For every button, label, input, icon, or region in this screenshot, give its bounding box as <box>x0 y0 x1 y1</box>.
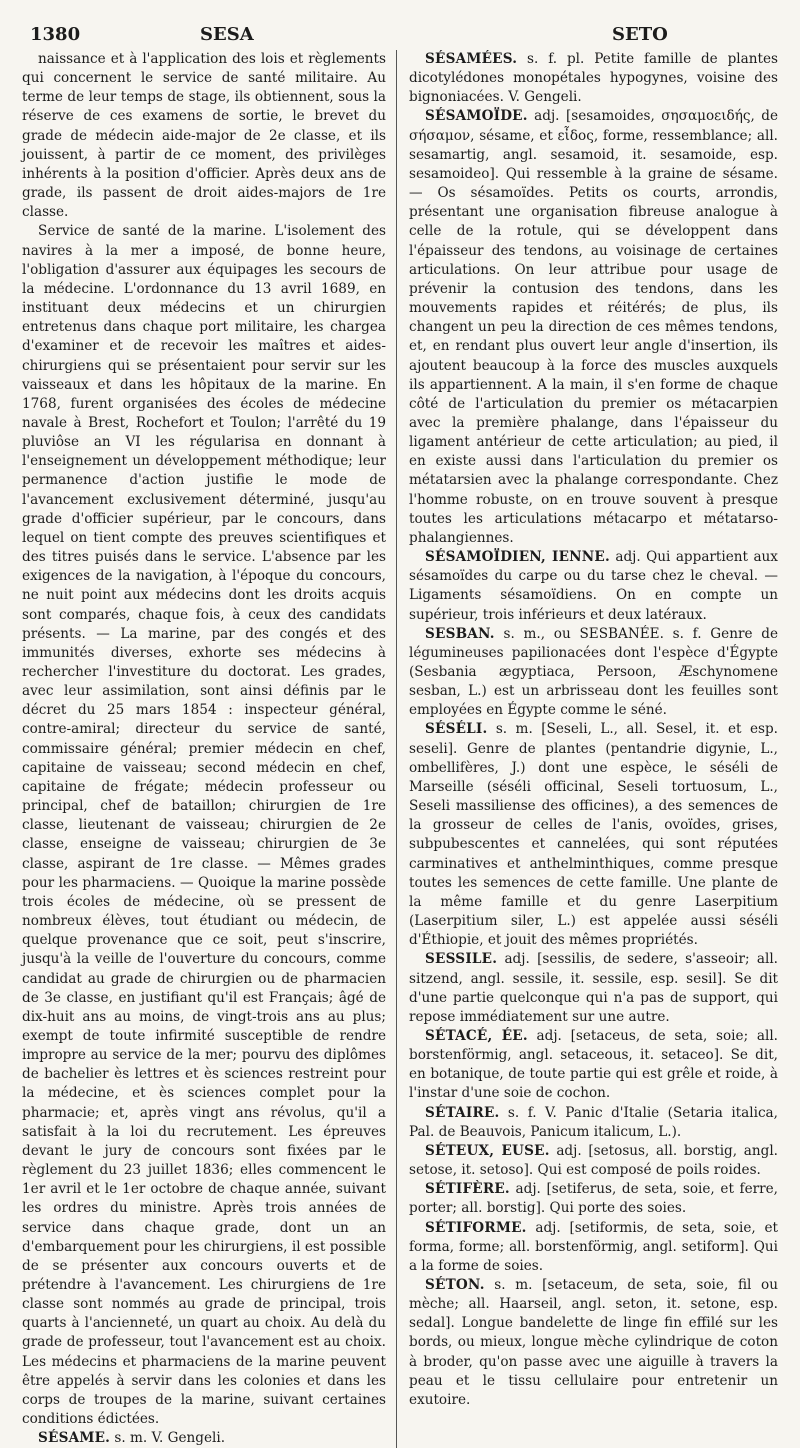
entry <box>409 1104 778 1142</box>
entry <box>409 950 778 1027</box>
entry <box>409 1027 778 1104</box>
entry-headword: SÉSAME. <box>38 1430 111 1447</box>
entry <box>409 548 778 625</box>
entry-sesame <box>22 1429 386 1448</box>
entry-headword: SESBAN. <box>425 625 495 642</box>
entry-text: s. m. [setaceum, de seta, soie, fil ou mèche; all. Haarseil, angl. seton, it. setone, esp. sedal]. Longue bandelette de linge fin effilé sur les bords, ou mieux, longue mèche cylindrique de coton à broder, qu'on passe avec une aiguille à travers la peau et le tissu cellulaire pour entretenir un exutoire. <box>409 1277 778 1408</box>
entry-headword: SÉTAIRE. <box>425 1104 500 1121</box>
paragraph: naissance et à l'application des lois et règlements qui concernent le service de santé militaire. Au terme de leur temps de stage, ils obtiennent, sous la réserve de ces examens de sortie, le brevet du grade de médecin aide-major de 2e classe, et ils jouissent, à partir de ce moment, des privilèges inhérents à la position d'officier. Après deux ans de grade, ils passent de droit aides-majors de 1re classe. <box>22 51 386 221</box>
entry-text: s. f. pl. Petite famille de plantes dicotylédones monopétales hypogynes, voisine des bignoniacées. V. Gengeli. <box>409 51 778 106</box>
paragraph: Service de santé de la marine. L'isolement des navires à la mer a imposé, de bonne heure, l'obligation d'assurer aux équipages les secours de la médecine. L'ordonnance du 13 avril 1689, en instituant deux médecins et un chirurgien entretenus dans chaque port militaire, les chargea d'examiner et de recevoir les maîtres et aides-chirurgiens qui se présentaient pour servir sur les vaisseaux et dans les hôpitaux de la marine. En 1768, furent organisées des écoles de médecine navale à Brest, Rochefort et Toulon; l'arrêté du 19 pluviôse an VI les régularisa en donnant à l'enseignement un développement méthodique; leur permanence d'action justifie le mode de l'avancement exclusivement déterminé, jusqu'au grade d'officier supérieur, par le concours, dans lequel on tient compte des preuves scientifiques et des titres puisés dans le service. L'absence par les exigences de la navigation, à l'époque du concours, ne nuit point aux médecins dont les droits acquis sont comparés, chaque fois, à ceux des candidats présents. — La marine, par des congés et des immunités diverses, exhorte ses médecins à rechercher l'investiture du doctorat. Les grades, avec leur assimilation, sont ainsi définis par le décret du 25 mars 1854 : inspecteur général, contre-amiral; directeur du service de santé, commissaire général; premier médecin en chef, capitaine de vaisseau; second médecin en chef, capitaine de frégate; médecin professeur ou principal, chef de bataillon; chirurgien de 1re classe, lieutenant de vaisseau; chirurgien de 2e classe, enseigne de vaisseau; chirurgien de 3e classe, aspirant de 1re classe. — Mêmes grades pour les pharmaciens. — Quoique la marine possède trois écoles de médecine, où se pressent de nombreux élèves, tout étudiant ou médecin, de quelque provenance que ce soit, peut s'inscrire, jusqu'à la veille de l'ouverture du concours, comme candidat au grade de chirurgien ou de pharmacien de 3e classe, en justifiant qu'il est Français; âgé de dix-huit ans au moins, de vingt-trois ans au plus; exempt de toute infirmité susceptible de rendre impropre au service de la mer; pourvu des diplômes de bachelier ès lettres et ès sciences restreint pour la médecine, et ès sciences complet pour la pharmacie; et, après vingt ans révolus, qu'il a satisfait à la loi du recrutement. Les épreuves devant le jury de concours sont fixées par le règlement du 23 juillet 1836; elles commencent le 1er avril et le 1er octobre de chaque année, suivant les ordres du ministre. Après trois années de service dans chaque grade, dont un an d'embarquement pour les chirurgiens, il est possible de se présenter aux concours ouverts et de prétendre à l'avancement. Les chirurgiens de 1re classe sont nommés au grade de principal, trois quarts à l'ancienneté, un quart au choix. Au delà du grade de professeur, tout l'avancement est au choix. Les médecins et pharmaciens de la marine peuvent être appelés à servir dans les colonies et dans les corps de troupes de la marine, suivant certaines conditions édictées. <box>22 223 386 1428</box>
entry <box>409 107 778 548</box>
entry <box>409 50 778 107</box>
entry-text: adj. [sesamoides, σησαμοειδής, de σήσαμον, sésame, et εἶδος, forme, ressemblance; all. sesamartig, angl. sesamoid, it. sesamoide, esp. sesamoideo]. Qui ressemble à la graine de sésame. — Os sésamoïdes. Petits os courts, arrondis, présentant une organisation fibreuse analogue à celle de la rotule, qui se développent dans l'épaisseur des tendons, au voisinage de certaines articulations. On leur attribue pour usage de prévenir la contusion des tendons, dans les mouvements rapides et réitérés; de plus, ils changent un peu la direction de ces mêmes tendons, et, en rendant plus ouvert leur angle d'insertion, ils ajoutent beaucoup à la force des muscles auxquels ils appartiennent. A la main, il s'en forme de chaque côté de l'articulation du premier os métacarpien avec la première phalange, dans l'épaisseur du ligament antérieur de cette articulation; au pied, il en existe aussi dans l'articulation du premier os métatarsien avec la phalange correspondante. Chez l'homme robuste, on en trouve souvent à presque toutes les articulations métacarpo et métatarso-phalangiennes. <box>409 108 778 546</box>
entry-text: adj. [sessilis, de sedere, s'asseoir; all. sitzend, angl. sessile, it. sessile, esp. sesil]. Se dit d'une partie quelconque qui n'a pas de support, qui repose immédiatement sur une autre. <box>409 951 778 1025</box>
entry <box>409 1219 778 1276</box>
entry <box>409 625 778 721</box>
entry-headword: SÉSAMOÏDE. <box>425 108 528 125</box>
left-column <box>22 50 396 1448</box>
entry-text: adj. [setosus, all. borstig, angl. setose, it. setoso]. Qui est composé de poils roides. <box>409 1142 778 1179</box>
running-header <box>22 22 780 50</box>
entry <box>409 1180 778 1218</box>
entry-headword: SÉTEUX, EUSE. <box>425 1142 550 1159</box>
header-left-word: SESA <box>200 24 254 45</box>
entry-headword: SÉTACÉ, ÉE. <box>425 1027 528 1044</box>
columns <box>22 50 780 1448</box>
entry-text: adj. Qui appartient aux sésamoïdes du carpe ou du tarse chez le cheval. — Ligaments sésamoïdiens. On en compte un supérieur, trois inférieurs et deux latéraux. <box>409 549 778 623</box>
entry-headword: SÉSÉLI. <box>425 721 488 738</box>
entry-headword: SÉSAMÉES. <box>425 51 518 67</box>
entry-text: adj. [setaceus, de seta, soie; all. borstenförmig, angl. setaceous, it. setaceo]. Se dit, en botanique, de toute partie qui est grêle et roide, à l'instar d'une soie de cochon. <box>409 1027 779 1102</box>
entry <box>409 1142 778 1180</box>
entry-text: adj. [setiformis, de seta, soie, et forma, forme; all. borstenförmig, angl. setiform]. Qui a la forme de soies. <box>409 1219 778 1274</box>
entry-text: adj. [setiferus, de seta, soie, et ferre, porter; all. borstig]. Qui porte des soies. <box>409 1181 778 1217</box>
header-right-word: SETO <box>612 24 668 45</box>
entry-headword: SÉTON. <box>425 1277 485 1293</box>
entry <box>409 720 778 950</box>
entry <box>409 1276 778 1410</box>
entry-text: s. m. [Seseli, L., all. Sesel, it. et esp. seseli]. Genre de plantes (pentandrie digynie, L., ombellifères, J.) dont une espèce, le séséli de Marseille (séséli officinal, Seseli tortuosum, L., Seseli massiliense des officines), a des semences de la grosseur de celles de l'anis, ovoïdes, grises, subpubescentes et cannelées, qui sont réputées carminatives et anthelminthiques, comme presque toutes les semences de cette famille. Une plante de la même famille et du genre Laserpitium (Laserpitium siler, L.) est appelée aussi séséli d'Éthiopie, et jouit des mêmes propriétés. <box>409 721 778 949</box>
entry-text: s. m. V. Gengeli. <box>110 1430 226 1447</box>
entry-text: s. f. V. Panic d'Italie (Setaria italica, Pal. de Beauvois, Panicum italicum, L.). <box>409 1104 778 1140</box>
page-number: 1380 <box>30 24 81 45</box>
entry-headword: SÉSAMOÏDIEN, IENNE. <box>425 549 610 566</box>
entry-headword: SESSILE. <box>425 951 498 968</box>
entry-headword: SÉTIFÈRE. <box>425 1181 510 1198</box>
right-column <box>396 50 778 1448</box>
entry-headword: SÉTIFORME. <box>425 1219 527 1236</box>
entry-text: s. m., ou SESBANÉE. s. f. Genre de légumineuses papilionacées dont l'espèce d'Égypte (Sesbania ægyptiaca, Persoon, Æschynomene sesban, L.) est un arbrisseau dont les feuilles sont employées en Égypte comme le séné. <box>409 625 778 719</box>
